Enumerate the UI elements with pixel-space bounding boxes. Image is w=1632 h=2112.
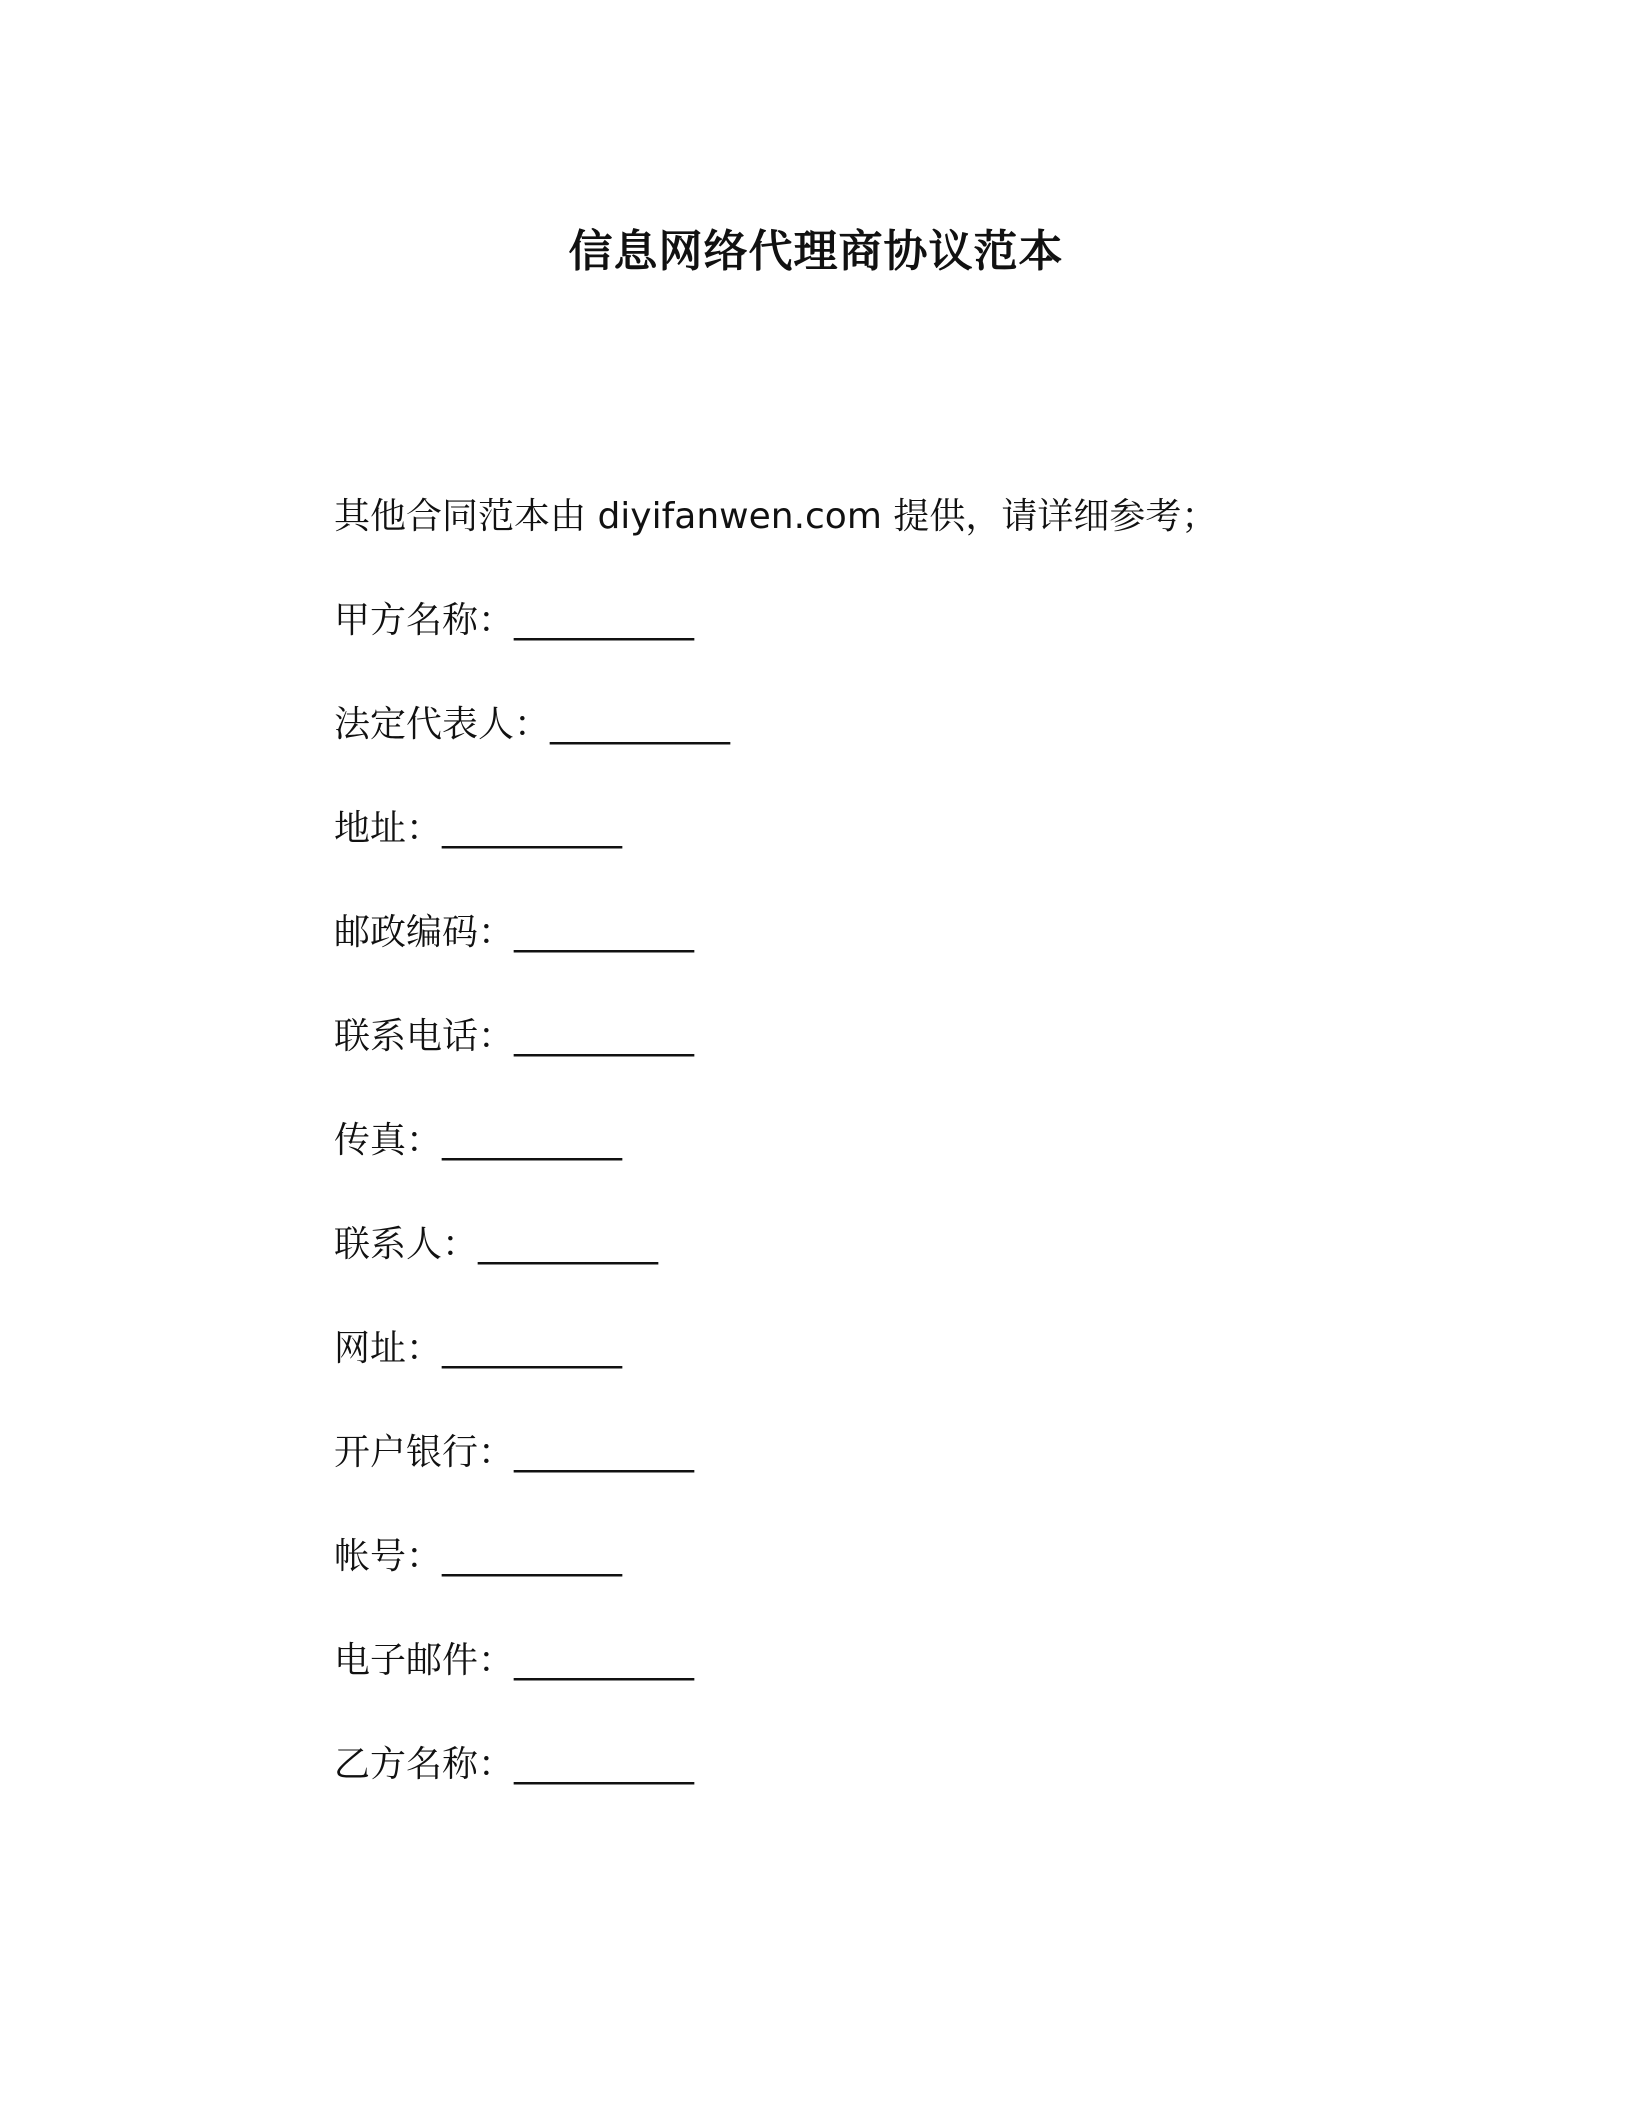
field-label: 电子邮件： [334, 1640, 515, 1681]
field-legal-representative [334, 700, 730, 804]
field-label: 联系电话： [334, 1016, 515, 1057]
field-label: 法定代表人： [334, 704, 551, 745]
field-account-number [334, 1532, 730, 1636]
field-blank: __________ [514, 600, 695, 641]
field-party-b-name [334, 1740, 730, 1844]
field-phone [334, 1012, 730, 1116]
field-blank: __________ [514, 1744, 695, 1785]
field-blank: __________ [514, 1432, 695, 1473]
field-blank: __________ [442, 1120, 623, 1161]
field-blank: __________ [478, 1224, 659, 1265]
field-label: 乙方名称： [334, 1744, 515, 1785]
field-label: 甲方名称： [334, 600, 515, 641]
field-email [334, 1636, 730, 1740]
field-address [334, 804, 730, 908]
field-label: 开户银行： [334, 1432, 515, 1473]
field-party-a-name [334, 596, 730, 700]
party-info-fields [334, 596, 730, 1844]
field-label: 帐号： [334, 1536, 443, 1577]
field-blank: __________ [442, 808, 623, 849]
field-label: 邮政编码： [334, 912, 515, 953]
field-blank: __________ [442, 1536, 623, 1577]
field-label: 传真： [334, 1120, 443, 1161]
field-contact-person [334, 1220, 730, 1324]
field-blank: __________ [514, 1016, 695, 1057]
document-title: 信息网络代理商协议范本 [568, 226, 1064, 277]
field-website [334, 1324, 730, 1428]
field-blank: __________ [550, 704, 731, 745]
field-fax [334, 1116, 730, 1220]
field-blank: __________ [514, 912, 695, 953]
field-label: 联系人： [334, 1224, 479, 1265]
intro-paragraph: 其他合同范本由 diyifanwen.com 提供，请详细参考； [334, 496, 1218, 537]
field-blank: __________ [442, 1328, 623, 1369]
field-blank: __________ [514, 1640, 695, 1681]
field-label: 地址： [334, 808, 443, 849]
field-label: 网址： [334, 1328, 443, 1369]
field-postal-code [334, 908, 730, 1012]
field-bank [334, 1428, 730, 1532]
